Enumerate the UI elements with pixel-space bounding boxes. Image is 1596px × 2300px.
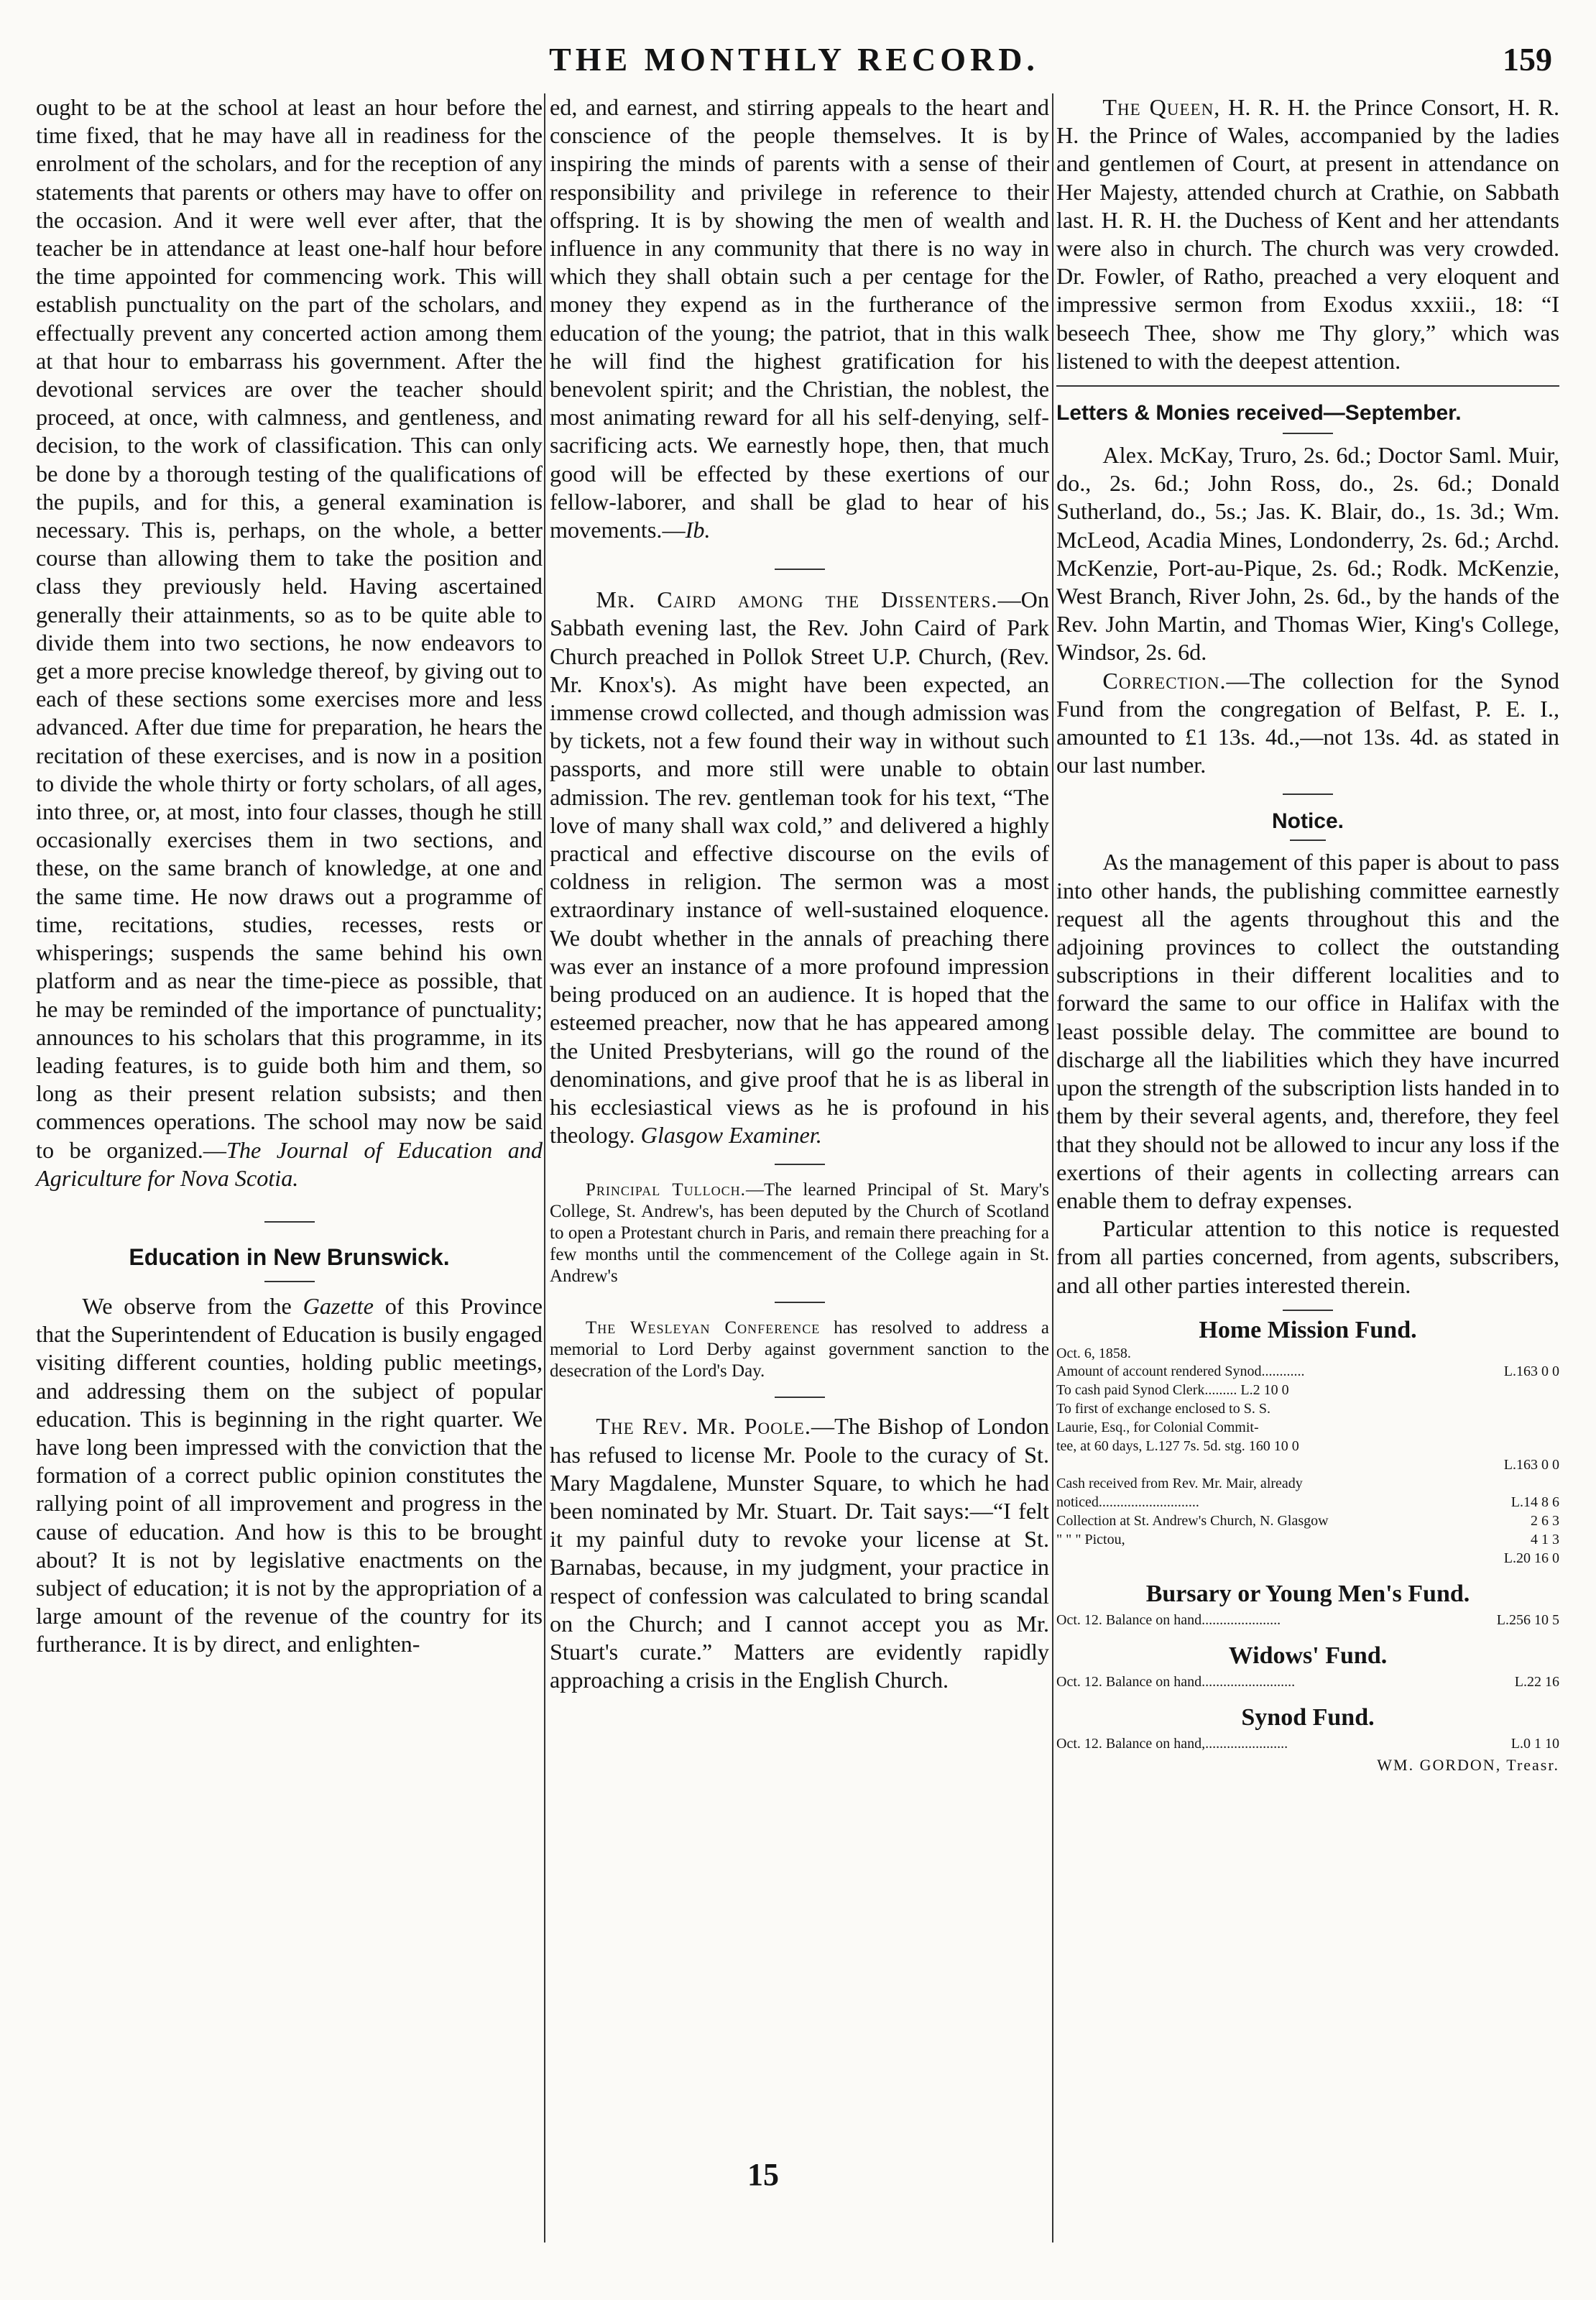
- page-number: 159: [1503, 41, 1552, 78]
- notice-paragraph-1: As the management of this paper is about to pass into other hands, the publishing committee earnestly request all the agents throughout this and the adjoining provinces to collect the outstanding subscriptions in their different localities and to forward the same to our office in Halifax with the least possible delay. The committee are bound to discharge all the liabilities which they have incurred upon the strength of the subscription lists handed in to them by their several agents, and, therefore, they feel that they should not be allowed to incur any loss if the exertions of their agents in collecting arrears can enable them to defray expenses.: [1056, 849, 1559, 1213]
- line-amount: [1466, 1381, 1559, 1399]
- line-desc: tee, at 60 days, L.127 7s. 5d. stg. 160 10 0: [1056, 1438, 1299, 1454]
- account-line: [1056, 1399, 1559, 1418]
- article-title: Mr. Caird among the Dissenters.: [596, 586, 998, 613]
- wesleyan-article: [550, 1317, 1049, 1382]
- line-amount: L.20 16 0: [1503, 1550, 1559, 1566]
- line-amount: [1466, 1474, 1559, 1493]
- line-desc: [1056, 1455, 1466, 1474]
- paragraph-text: H. R. H. the Prince Consort, H. R. H. the Prince of Wales, accompanied by the ladies and gentlemen of Court, at present in attendance on Her Majesty, attended church at Crathie, on Sabbath last. H. R. H. the Duchess of Kent and her attendants were also in church. The church was very crowded. Dr. Fowler, of Ratho, preached a very eloquent and impressive sermon from Exodus xxxiii., 18: “I beseech Thee, show me Thy glory,” which was listened to with the deepest attention.: [1056, 94, 1559, 374]
- account-line: [1056, 1512, 1559, 1530]
- caird-article: [550, 586, 1049, 1149]
- queen-article: [1056, 93, 1559, 375]
- section-divider: [775, 1164, 825, 1165]
- column-1: [36, 93, 543, 1659]
- column-3: [1056, 93, 1559, 1775]
- bursary-balance: [1056, 1611, 1559, 1629]
- continuation-paragraph: [550, 93, 1049, 544]
- account-line: [1056, 1362, 1559, 1381]
- account-line: [1056, 1549, 1559, 1568]
- section-divider: [264, 1221, 315, 1223]
- line-amount: L.14 8 6: [1510, 1494, 1559, 1510]
- heading-widows: Widows' Fund.: [1228, 1642, 1388, 1669]
- line-desc: Collection at St. Andrew's Church, N. Glasgow: [1056, 1512, 1329, 1529]
- heading-education-nb: Education in New Brunswick.: [129, 1243, 450, 1270]
- paragraph-text: ed, and earnest, and stirring appeals to the heart and conscience of the people themselves. It is by inspiring the minds of parents with a sense of their responsibility and privilege in reference to their offspring. It is by showing the men of wealth and influence in any community that there is no way in which they shall obtain such a per centage for the money they expend as in the furtherance of the education of the young; the patriot, that in this walk he will find the highest gratification for his benevolent spirit; and the Christian, the noblest, the most animating reward for all his self-denying, self-sacrificing acts. We earnestly hope, then, that much good will be effected by these exertions of our fellow-laborer, and shall be glad to hear of his movements.—: [550, 94, 1049, 543]
- section-divider: [1283, 1310, 1333, 1311]
- paragraph-text: —The collection for the Synod Fund from the congregation of Belfast, P. E. I., amounted to £1 13s. 4d.,—not 13s. 4d. as stated in our last number.: [1056, 667, 1559, 778]
- letters-list: Alex. McKay, Truro, 2s. 6d.; Doctor Saml. Muir, do., 2s. 6d.; John Ross, do., 2s. 6d.; Donald Sutherland, do., 5s.; Jas. K. Blair, do., 1s. 3d.; Wm. McLeod, Acadia Mines, Londonderry, 2s. 6d.; Archd. McKenzie, Port-au-Pique, 2s. 6d.; Rodk. McKenzie, West Branch, River John, 2s. 6d., by the hands of the Rev. John Martin, and Thomas Wier, King's College, Windsor, 2s. 6d.: [1056, 442, 1559, 666]
- article-title: Principal Tulloch.: [586, 1180, 746, 1200]
- article-title: The Rev. Mr. Poole.: [596, 1413, 811, 1440]
- line-desc: Oct. 12. Balance on hand..........................: [1056, 1673, 1296, 1690]
- line-desc: Oct. 12. Balance on hand,.......................: [1056, 1735, 1288, 1752]
- synod-balance: [1056, 1734, 1559, 1753]
- line-amount: L.0 1 10: [1510, 1735, 1559, 1752]
- poole-article: [550, 1412, 1049, 1694]
- line-desc: Oct. 12. Balance on hand......................: [1056, 1611, 1281, 1628]
- paragraph-text: —On Sabbath evening last, the Rev. John Caird of Park Church preached in Pollok Street U.P. Church, (Rev. Mr. Knox's). As might have been expected, an immense crowd collected, and though admission was by tickets, not a few found their way in without such passports, and more still were unable to obtain admission. The rev. gentleman took for his text, “The love of many shall wax cold,” and delivered a highly practical and effective discourse on the evils of coldness in religion. The sermon was a most extraordinary instance of well-sustained eloquence. We doubt whether in the annals of preaching there was ever an instance of a more profound impression being produced on an audience. It is hoped that the esteemed preacher, now that he has appeared among the United Presbyterians, will go the round of the denominations, and give proof that he is as liberal in his ecclesiastical views as he is profound in his theology.: [550, 586, 1049, 1149]
- line-desc: To cash paid Synod Clerk......... L.2 10 0: [1056, 1381, 1289, 1398]
- column-2: [550, 93, 1049, 1694]
- heading-letters-monies: Letters & Monies received—September.: [1056, 401, 1462, 426]
- line-amount: 2 6 3: [1531, 1512, 1559, 1529]
- home-mission-date: Oct. 6, 1858.: [1056, 1345, 1131, 1361]
- line-desc: Amount of account rendered Synod............: [1056, 1363, 1305, 1379]
- source-citation: The Journal of Education and Agriculture for Nova Scotia.: [36, 1136, 543, 1191]
- classification-paragraph: [36, 93, 543, 1192]
- paragraph-text: has resolved to address a memorial to Lord Derby against government sanction to the desecration of the Lord's Day.: [550, 1318, 1049, 1381]
- page-header: [36, 40, 1552, 83]
- account-line: [1056, 1455, 1559, 1474]
- line-amount: L.163 0 0: [1503, 1456, 1559, 1473]
- section-divider: [1283, 794, 1333, 795]
- paragraph-text: ought to be at the school at least an hour before the time fixed, that he may have all in readiness for the enrolment of the scholars, and for the reception of any statements that parents or others may have to offer on the occasion. And it were well ever after, that the teacher be in attendance at least one-half hour before the time appointed for commencing work. This will establish punctuality on the part of the scholars, and effectually prevent any concerted action among them at that hour to embarrass his government. After the devotional services are over the teacher should proceed, at once, with calmness, and gentleness, and decision, to the work of classification. This can only be done by a thorough testing of the qualifications of the pupils, and for this, a general examination is necessary. This is, perhaps, on the whole, a better course than allowing them to take the position and class they previously held. Having ascertained generally their attainments, so as to be quite able to divide them into two sections, he now endeavors to get a more precise knowledge thereof, by giving out to each of these sections some exercises more and less advanced. After due time for preparation, he hears the recitation of these exercises, and is now in a position to divide the whole thirty or forty scholars, of all ages, into three, or, at most, into four classes, though he still occasionally exercises them in two sections, and these, on the same branch of knowledge, at one and the same time. He now draws out a programme of time, recitations, studies, recesses, rests or whisperings; suspends the same behind his own platform and as near the time-piece as possible, that he may be reminded of the importance of punctuality; announces to his scholars that this programme, in its leading features, is to guide both him and them, so long as their present relation subsists; and then commences operations. The school may now be said to be organized.—: [36, 94, 543, 1163]
- tulloch-article: [550, 1179, 1049, 1287]
- paragraph-text: of this Province that the Superintendent of Education is busily engaged visiting different counties, holding public meetings, and addressing them on the subject of popular education. This is beginning in the right quarter. We have long been impressed with the conviction that the formation of a correct public opinion constitutes the rallying point of all improvement and progress in the cause of education. And how is this to be brought about? It is not by legislative enactments on the subject of education; it is not by the appropriation of a large amount of the revenue of the country for its furtherance. It is by direct, and enlighten-: [36, 1292, 543, 1657]
- line-amount: [1466, 1399, 1559, 1418]
- education-nb-paragraph: [36, 1292, 543, 1659]
- notice-paragraph-2: Particular attention to this notice is requested from all parties concerned, from agents, subscribers, and all other parties interested therein.: [1056, 1215, 1559, 1298]
- article-title: Correction.: [1102, 667, 1227, 694]
- account-line: [1056, 1530, 1559, 1549]
- account-line: [1056, 1381, 1559, 1399]
- column-rule-1: [544, 93, 545, 2242]
- line-desc: [1056, 1549, 1466, 1568]
- correction-note: [1056, 667, 1559, 780]
- account-line: [1056, 1493, 1559, 1512]
- line-amount: L.163 0 0: [1503, 1363, 1559, 1379]
- heading-underline: [1290, 840, 1326, 841]
- heading-home-mission: Home Mission Fund.: [1199, 1316, 1417, 1343]
- paragraph-text: —The Bishop of London has refused to license Mr. Poole to the curacy of St. Mary Magdalene, Munster Square, to which he had been nominated by Mr. Stuart. Dr. Tait says:—“I felt it my painful duty to revoke your license at St. Barnabas, because, in my judgment, your practice in respect of confession was calculated to bring scandal on the Church; and I cannot accept you as Mr. Stuart's curate.” Matters are evidently rapidly approaching a crisis in the English Church.: [550, 1413, 1049, 1693]
- line-desc: Cash received from Rev. Mr. Mair, already: [1056, 1475, 1303, 1491]
- treasurer-signature: WM. GORDON, Treasr.: [1377, 1755, 1559, 1774]
- source-citation: Glasgow Examiner.: [640, 1122, 822, 1149]
- account-line: [1056, 1474, 1559, 1493]
- line-amount: 4 1 3: [1531, 1531, 1559, 1547]
- widows-balance: [1056, 1673, 1559, 1691]
- running-title: THE MONTHLY RECORD.: [549, 41, 1039, 78]
- line-desc: Laurie, Esq., for Colonial Commit-: [1056, 1419, 1259, 1435]
- line-desc: " " " Pictou,: [1056, 1531, 1125, 1547]
- gazette-italic: Gazette: [303, 1292, 374, 1319]
- line-desc: noticed............................: [1056, 1494, 1199, 1510]
- article-title: The Wesleyan Conference: [586, 1318, 821, 1338]
- account-line: [1056, 1437, 1559, 1455]
- heading-synod: Synod Fund.: [1241, 1703, 1375, 1731]
- line-amount: L.256 10 5: [1496, 1611, 1559, 1628]
- heading-notice: Notice.: [1271, 809, 1344, 834]
- line-amount: [1466, 1437, 1559, 1455]
- paragraph-text: —The learned Principal of St. Mary's College, St. Andrew's, has been deputed by the Church of Scotland to open a Protestant church in Paris, and remain there preaching for a few months until the commencement of the College again in St. Andrew's: [550, 1180, 1049, 1287]
- account-line: [1056, 1418, 1559, 1437]
- signature-mark: 15: [747, 2157, 779, 2192]
- heading-bursary: Bursary or Young Men's Fund.: [1145, 1580, 1470, 1607]
- home-mission-account: [1056, 1362, 1559, 1568]
- line-amount: [1466, 1418, 1559, 1437]
- section-divider: [775, 569, 825, 570]
- column-rule-2: [1052, 93, 1053, 2242]
- line-amount: L.22 16: [1514, 1673, 1559, 1690]
- article-title: The Queen,: [1102, 94, 1221, 120]
- section-divider: [775, 1302, 825, 1303]
- heading-underline: [1283, 433, 1333, 434]
- paragraph-text: We observe from the: [82, 1292, 303, 1319]
- section-divider: [775, 1397, 825, 1398]
- heading-underline: [264, 1281, 315, 1282]
- line-desc: To first of exchange enclosed to S. S.: [1056, 1400, 1270, 1417]
- section-divider: [1056, 385, 1559, 387]
- source-citation: Ib.: [685, 517, 711, 543]
